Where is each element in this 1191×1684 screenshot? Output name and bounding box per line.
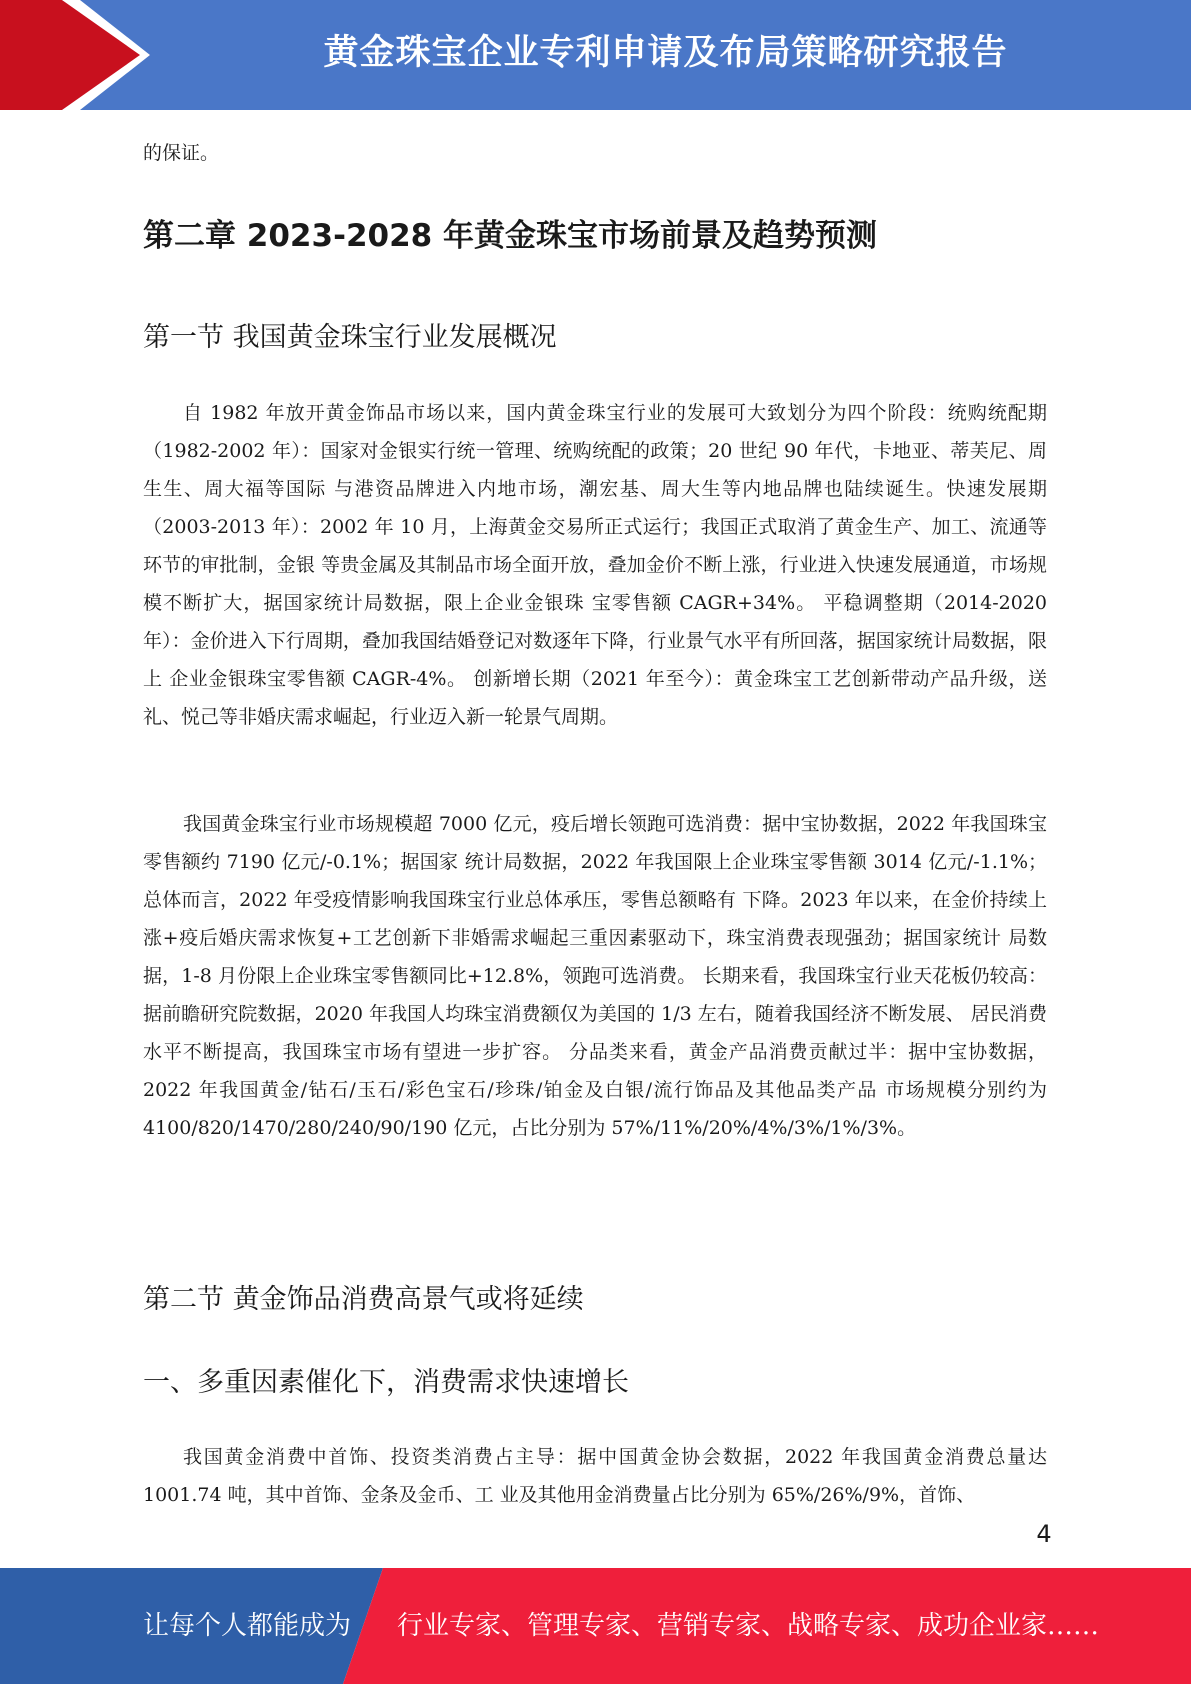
page-header [0, 0, 1191, 110]
section-title-2: 第二节 黄金饰品消费高景气或将延续 [143, 1284, 584, 1315]
footer-slogan-right: 行业专家、管理专家、营销专家、战略专家、成功企业家…… [397, 1611, 1100, 1641]
header-title: 黄金珠宝企业专利申请及布局策略研究报告 [323, 33, 1008, 73]
section-title-1: 第一节 我国黄金珠宝行业发展概况 [143, 322, 557, 353]
page-footer [0, 1568, 1191, 1684]
paragraph-2: 我国黄金珠宝行业市场规模超 7000 亿元，疫后增长领跑可选消费：据中宝协数据，2022 年我国珠宝零售额约 7190 亿元/-0.1%；据国家 统计局数据，2022 年我国限上企业珠宝零售额 3014 亿元/-1.1%；总体而言，2022 年受疫情影响我国珠宝行业总体承压，零售总额略有 下降。2023 年以来，在金价持续上涨+疫后婚庆需求恢复+工艺创新下非婚需求崛起三重因素驱动下，珠宝消费表现强劲；据国家统计 局数据，1-8 月份限上企业珠宝零售额同比+12.8%，领跑可选消费。 长期来看，我国珠宝行业天花板仍较高：据前瞻研究院数据，2020 年我国人均珠宝消费额仅为美国的 1/3 左右，随着我国经济不断发展、 居民消费水平不断提高，我国珠宝市场有望进一步扩容。 分品类来看，黄金产品消费贡献过半：据中宝协数据，2022 年我国黄金/钻石/玉石/彩色宝石/珍珠/铂金及白银/流行饰品及其他品类产品 市场规模分别约为 4100/820/1470/280/240/90/190 亿元，占比分别为 57%/11%/20%/4%/3%/1%/3%。 [143, 813, 1047, 1139]
subsection-title: 一、多重因素催化下，消费需求快速增长 [143, 1367, 629, 1398]
paragraph-3: 我国黄金消费中首饰、投资类消费占主导：据中国黄金协会数据，2022 年我国黄金消费总量达 1001.74 吨，其中首饰、金条及金币、工 业及其他用金消费量占比分别为 65%/26%/9%，首饰、 [143, 1446, 1047, 1506]
carryover-text: 的保证。 [143, 142, 220, 164]
chapter-title: 第二章 2023-2028 年黄金珠宝市场前景及趋势预测 [143, 218, 878, 254]
paragraph-1: 自 1982 年放开黄金饰品市场以来，国内黄金珠宝行业的发展可大致划分为四个阶段：统购统配期（1982-2002 年）：国家对金银实行统一管理、统购统配的政策；20 世纪 90 年代，卡地亚、蒂芙尼、周生生、周大福等国际 与港资品牌进入内地市场，潮宏基、周大生等内地品牌也陆续诞生。快速发展期（2003-2013 年）：2002 年 10 月，上海黄金交易所正式运行；我国正式取消了黄金生产、加工、流通等环节的审批制，金银 等贵金属及其制品市场全面开放，叠加金价不断上涨，行业进入快速发展通道，市场规模不断扩大，据国家统计局数据，限上企业金银珠 宝零售额 CAGR+34%。 平稳调整期（2014-2020 年）：金价进入下行周期，叠加我国结婚登记对数逐年下降，行业景气水平有所回落，据国家统计局数据，限上 企业金银珠宝零售额 CAGR-4%。 创新增长期（2021 年至今）：黄金珠宝工艺创新带动产品升级，送礼、悦己等非婚庆需求崛起，行业迈入新一轮景气周期。 [143, 402, 1047, 728]
page-number: 4 [1036, 1520, 1052, 1548]
footer-slogan-left: 让每个人都能成为 [143, 1611, 352, 1641]
